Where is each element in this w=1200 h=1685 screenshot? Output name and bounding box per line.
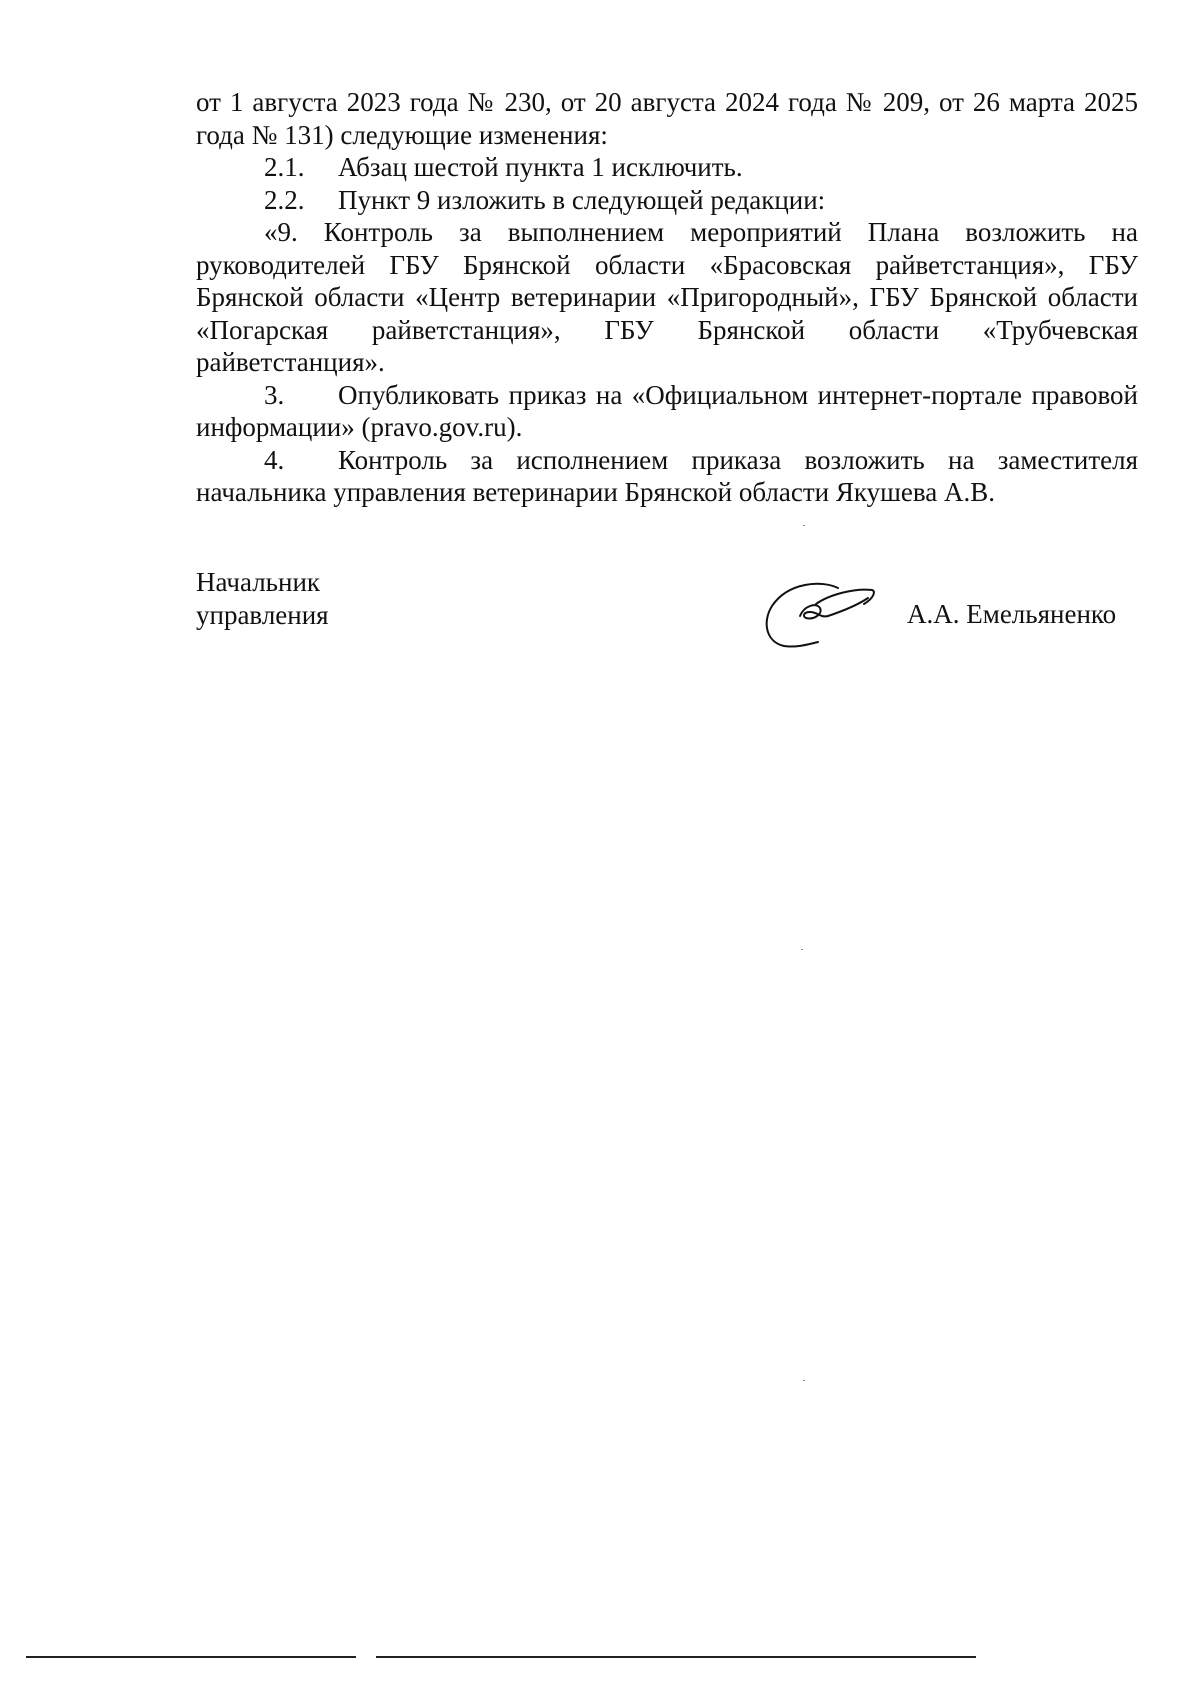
- paragraph-number: 2.2.: [264, 184, 305, 215]
- signatory-role-line2: управления: [196, 599, 329, 630]
- paragraph-4: [196, 444, 1138, 509]
- signatory-name: А.А. Емельяненко: [907, 599, 1117, 629]
- scan-speck: [803, 525, 805, 526]
- paragraph-number: 3.: [264, 379, 285, 410]
- paragraph-text: от 1 августа 2023 года № 230, от 20 августа 2024 года № 209, от 26 марта 2025 года № 131) следующие изменения:: [196, 87, 1138, 150]
- signature-block: [196, 566, 1138, 676]
- paragraph-text: Пункт 9 изложить в следующей редакции:: [338, 184, 826, 215]
- paragraph-text: Контроль за исполнением приказа возложить на заместителя начальника управления ветеринарии Брянской области Якушева А.В.: [196, 444, 1138, 507]
- footer-rule-left: [26, 1656, 356, 1658]
- paragraph-continuation: [196, 86, 1138, 151]
- paragraph-text: Опубликовать приказ на «Официальном интернет-портале правовой информации» (pravo.gov.ru).: [196, 379, 1138, 442]
- footer-rule: [26, 1656, 976, 1660]
- paragraph-text: «9. Контроль за выполнением мероприятий Плана возложить на руководителей ГБУ Брянской области «Брасовская райветстанция», ГБУ Брянской области «Центр ветеринарии «Пригородный», ГБУ Брянской области «Погарская райветстанция», ГБУ Брянской области «Трубчевская райветстанция».: [196, 217, 1138, 377]
- handwritten-signature-icon: [760, 576, 880, 656]
- paragraph-number: 2.1.: [264, 152, 305, 182]
- paragraph-text: Абзац шестой пункта 1 исключить.: [338, 152, 743, 182]
- signatory-role: [196, 566, 329, 631]
- document-body: [196, 86, 1138, 509]
- paragraph-2-1: [196, 151, 1138, 184]
- paragraph-2-2: [196, 184, 1138, 217]
- scan-speck: [801, 949, 803, 950]
- signatory-role-line1: Начальник: [196, 567, 321, 597]
- scan-speck: [803, 1380, 805, 1381]
- footer-rule-right: [376, 1656, 976, 1658]
- paragraph-quoted-9: [196, 216, 1138, 379]
- paragraph-number: 4.: [264, 444, 285, 475]
- paragraph-3: [196, 379, 1138, 444]
